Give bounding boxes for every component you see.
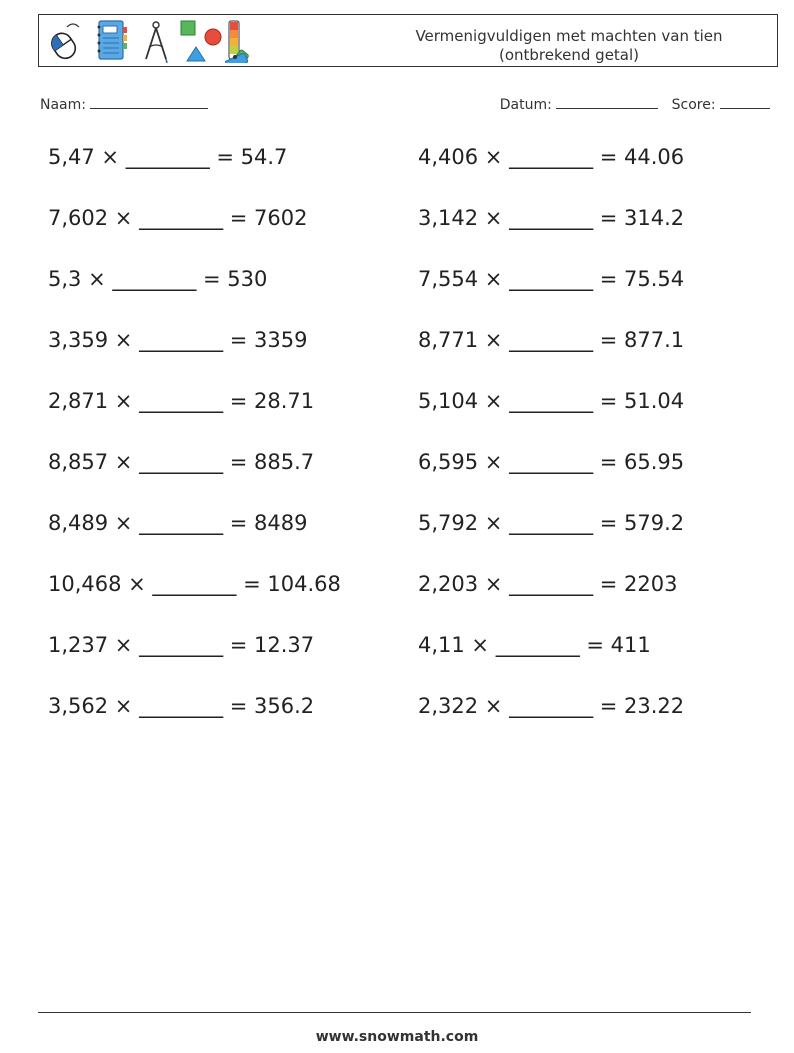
problem-9: 2,871 × ________ = 28.71 [48,389,315,413]
problem-18: 4,11 × ________ = 411 [418,633,651,657]
problem-16: 2,203 × ________ = 2203 [418,572,678,596]
problem-6: 7,554 × ________ = 75.54 [418,267,685,291]
score-label: Score: [671,97,716,113]
name-blank[interactable] [90,94,208,109]
header-icons [43,19,273,63]
date-blank[interactable] [556,94,658,109]
problem-10: 5,104 × ________ = 51.04 [418,389,685,413]
problem-7: 3,359 × ________ = 3359 [48,328,308,352]
compass-icon [141,19,171,63]
problem-20: 2,322 × ________ = 23.22 [418,694,685,718]
problem-17: 1,237 × ________ = 12.37 [48,633,315,657]
worksheet-header [38,14,778,67]
problem-14: 5,792 × ________ = 579.2 [418,511,685,535]
worksheet-title [389,27,749,65]
problem-13: 8,489 × ________ = 8489 [48,511,308,535]
footer-divider [38,1012,751,1013]
title-line-2: (ontbrekend getal) [498,46,640,64]
problem-15: 10,468 × ________ = 104.68 [48,572,341,596]
problem-1: 5,47 × ________ = 54.7 [48,145,288,169]
color-swatch-icon [225,19,271,63]
mouse-icon [45,19,85,63]
date-score-fields [500,94,770,113]
notebook-icon [93,19,129,63]
title-line-1: Vermenigvuldigen met machten van tien [415,27,723,45]
name-field [40,94,208,113]
problem-4: 3,142 × ________ = 314.2 [418,206,685,230]
problem-12: 6,595 × ________ = 65.95 [418,450,685,474]
date-label: Datum: [499,97,552,113]
score-blank[interactable] [720,94,770,109]
shapes-icon [179,19,223,63]
footer-site: www.snowmath.com [315,1029,479,1045]
problem-2: 4,406 × ________ = 44.06 [418,145,685,169]
problem-19: 3,562 × ________ = 356.2 [48,694,315,718]
problem-11: 8,857 × ________ = 885.7 [48,450,315,474]
problem-8: 8,771 × ________ = 877.1 [418,328,685,352]
problem-5: 5,3 × ________ = 530 [48,267,268,291]
problem-3: 7,602 × ________ = 7602 [48,206,308,230]
name-label: Naam: [40,97,86,113]
